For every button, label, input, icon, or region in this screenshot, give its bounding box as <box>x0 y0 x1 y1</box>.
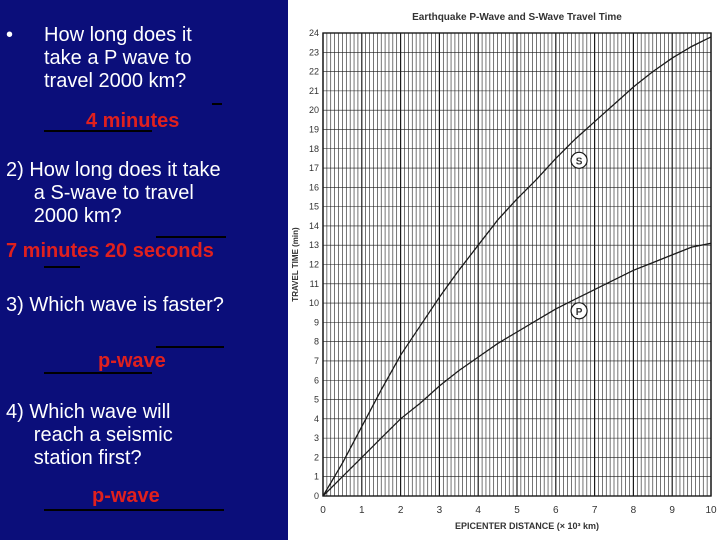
y-tick-label: 21 <box>308 85 319 96</box>
y-tick-label: 4 <box>313 413 319 424</box>
y-tick-label: 9 <box>313 317 319 328</box>
y-tick-label: 11 <box>309 278 319 289</box>
y-tick-label: 17 <box>308 163 319 174</box>
question-4-text: 4) Which wave will reach a seismic station first? <box>6 401 173 469</box>
x-tick-label: 3 <box>436 505 443 516</box>
bullet-point: • <box>6 24 14 46</box>
y-tick-label: 22 <box>308 66 319 77</box>
answer-blank <box>156 236 226 238</box>
question-3-answer: p-wave <box>98 350 166 372</box>
y-tick-label: 2 <box>313 452 319 463</box>
chart-canvas <box>288 0 720 540</box>
x-tick-label: 4 <box>475 505 481 516</box>
answer-blank <box>212 103 222 105</box>
y-tick-label: 14 <box>308 220 319 231</box>
answer-blank <box>44 509 224 511</box>
x-tick-label: 2 <box>397 505 404 516</box>
travel-time-chart <box>288 0 720 540</box>
answer-blank <box>44 266 80 268</box>
y-tick-label: 18 <box>308 143 319 154</box>
y-tick-label: 10 <box>308 298 319 309</box>
y-tick-label: 0 <box>313 491 319 501</box>
y-tick-label: 24 <box>308 28 319 38</box>
question-2-text: 2) How long does it take a S-wave to travel 2000 km? <box>6 159 221 227</box>
question-4-answer: p-wave <box>92 485 160 507</box>
question-2-answer: 7 minutes 20 seconds <box>6 240 214 262</box>
y-tick-label: 7 <box>313 355 319 366</box>
x-tick-label: 9 <box>669 505 675 516</box>
x-tick-label: 0 <box>320 505 326 516</box>
x-tick-label: 6 <box>553 505 559 516</box>
x-tick-label: 5 <box>514 505 520 516</box>
y-tick-label: 6 <box>313 375 319 386</box>
y-tick-label: 20 <box>308 105 319 116</box>
x-axis-label: EPICENTER DISTANCE (× 10³ km) <box>454 521 600 531</box>
chart-title: Earthquake P-Wave and S-Wave Travel Time <box>412 12 622 23</box>
question-1-text: How long does it take a P wave to travel 2000 km? <box>44 24 192 92</box>
y-tick-label: 1 <box>313 471 319 482</box>
y-tick-label: 13 <box>308 240 319 251</box>
y-tick-label: 8 <box>313 336 319 347</box>
x-tick-label: 7 <box>591 505 598 516</box>
y-tick-label: 15 <box>308 201 319 212</box>
x-tick-label: 8 <box>630 505 637 516</box>
y-axis-label: TRAVEL TIME (min) <box>291 227 300 302</box>
y-tick-label: 23 <box>308 47 319 58</box>
y-tick-label: 16 <box>308 182 319 193</box>
x-tick-label: 10 <box>705 505 717 516</box>
answer-blank <box>156 346 224 348</box>
question-1-answer: 4 minutes <box>86 110 180 132</box>
y-tick-label: 12 <box>308 259 319 270</box>
y-tick-label: 5 <box>313 394 319 405</box>
x-tick-label: 1 <box>359 505 365 516</box>
y-tick-label: 19 <box>308 124 319 135</box>
question-3-text: 3) Which wave is faster? <box>6 294 224 316</box>
series-label-s: S <box>575 156 583 168</box>
series-label-p: P <box>575 306 583 318</box>
question-panel <box>0 0 288 540</box>
y-tick-label: 3 <box>313 433 319 444</box>
